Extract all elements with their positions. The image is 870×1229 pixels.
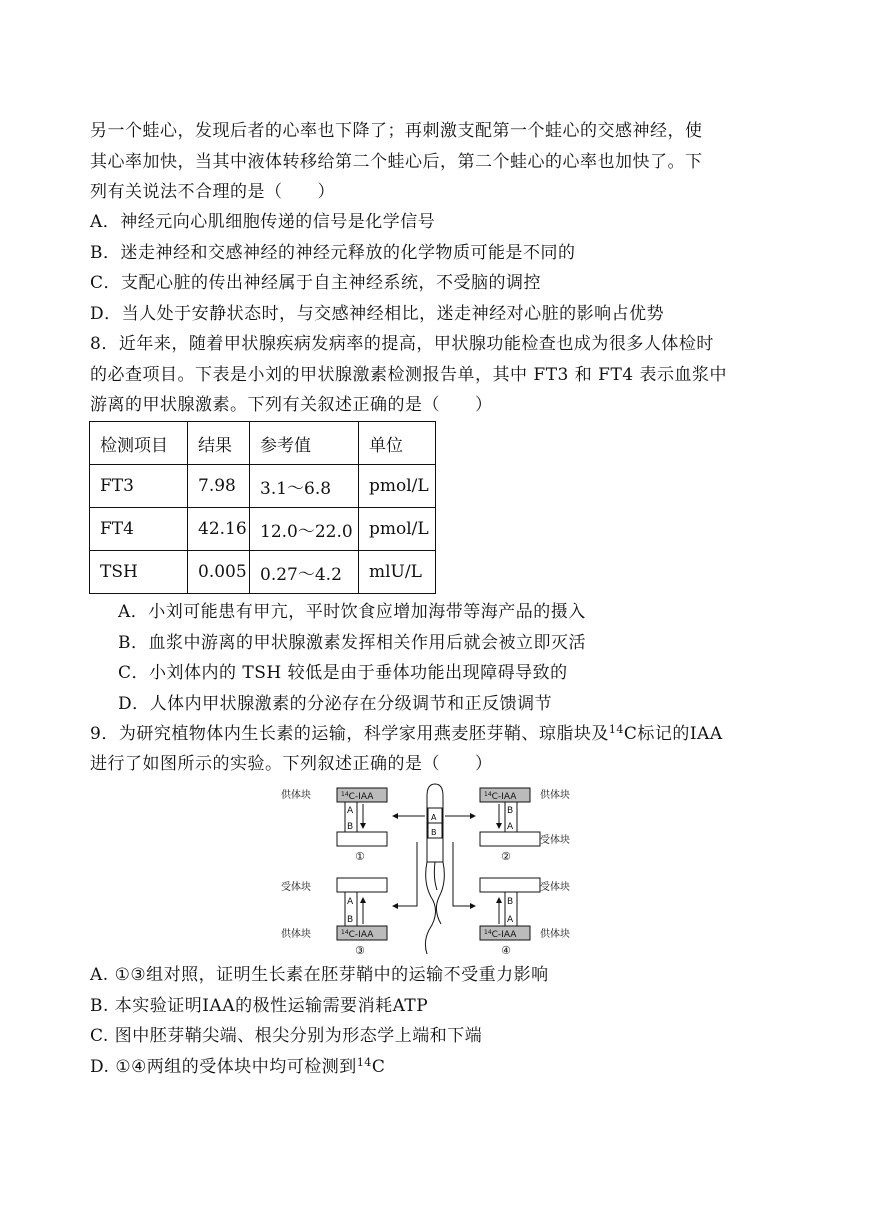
- table-header-cell: 结果: [188, 422, 250, 465]
- seg-a-label: A: [507, 822, 514, 832]
- q9-stem-line-2: 进行了如图所示的实验。下列叙述正确的是（ ）: [90, 754, 493, 774]
- seedling: [425, 784, 444, 954]
- table-cell: mlU/L: [359, 551, 436, 594]
- seg-b-label: B: [431, 828, 437, 837]
- q9-option-c: C. 图中胚芽鞘尖端、根尖分别为形态学上端和下端: [90, 1026, 483, 1046]
- table-cell: TSH: [90, 551, 188, 594]
- seg-a-label: A: [347, 897, 354, 907]
- q9-option-a: A. ①③组对照，证明生长素在胚芽鞘中的运输不受重力影响: [90, 965, 549, 985]
- receiver-block: [337, 878, 387, 892]
- q8-stem-line-2: 的必查项目。下表是小刘的甲状腺激素检测报告单，其中 FT3 和 FT4 表示血浆中: [90, 365, 728, 385]
- table-cell: 42.16: [188, 508, 250, 551]
- table-cell: 0.005: [188, 551, 250, 594]
- seg-a-label: A: [347, 806, 354, 816]
- q8-option-a: A．小刘可能患有甲亢，平时饮食应增加海带等海产品的摄入: [118, 602, 586, 622]
- table-cell: pmol/L: [359, 465, 436, 508]
- donor-label: 供体块: [540, 929, 570, 940]
- seg-b-label: B: [507, 806, 514, 816]
- q8-option-c: C．小刘体内的 TSH 较低是由于垂体功能出现障碍导致的: [118, 663, 568, 683]
- q7-stem-line-3: 列有关说法不合理的是（ ）: [90, 182, 335, 202]
- receiver-block: [480, 832, 540, 846]
- group-label: ①: [355, 850, 365, 863]
- iaa-transport-diagram: [275, 782, 595, 962]
- q8-option-d: D．人体内甲状腺激素的分泌存在分级调节和正反馈调节: [118, 694, 553, 714]
- group-label: ④: [501, 944, 511, 957]
- q7-option-a: A．神经元向心肌细胞传递的信号是化学信号: [90, 212, 436, 232]
- table-cell: 7.98: [188, 465, 250, 508]
- q7-option-c: C．支配心脏的传出神经属于自主神经系统，不受脑的调控: [90, 273, 542, 293]
- hormone-report-table: [89, 421, 436, 594]
- q8-stem-line-3: 游离的甲状腺激素。下列有关叙述正确的是（ ）: [90, 395, 493, 415]
- table-cell: pmol/L: [359, 508, 436, 551]
- seg-a-label: A: [431, 813, 437, 822]
- iaa-label: $^{14}$C-IAA: [341, 791, 374, 802]
- table-cell: 0.27～4.2: [250, 551, 359, 594]
- table-row: [90, 508, 436, 551]
- q8-option-b: B．血浆中游离的甲状腺激素发挥相关作用后就会被立即灭活: [118, 633, 586, 653]
- table-row: [90, 551, 436, 594]
- table-cell: FT4: [90, 508, 188, 551]
- q7-stem-line-2: 其心率加快，当其中液体转移给第二个蛙心后，第二个蛙心的心率也加快了。下: [90, 152, 703, 172]
- q7-option-b: B．迷走神经和交感神经的神经元释放的化学物质可能是不同的: [90, 243, 576, 263]
- q9-option-b: B. 本实验证明IAA的极性运输需要消耗ATP: [90, 996, 429, 1016]
- q9-stem-line-1: 9．为研究植物体内生长素的运输，科学家用燕麦胚芽鞘、琼脂块及$^{14}$C标记的IAA: [90, 723, 723, 744]
- receiver-label: 受体块: [540, 835, 570, 846]
- receiver-label: 受体块: [281, 882, 311, 893]
- iaa-label: $^{14}$C-IAA: [484, 791, 517, 802]
- q9-option-d: D. ①④两组的受体块中均可检测到$^{14}$C: [90, 1056, 386, 1077]
- q7-option-d: D．当人处于安静状态时，与交感神经相比，迷走神经对心脏的影响占优势: [90, 304, 665, 324]
- table-cell: FT3: [90, 465, 188, 508]
- receiver-label: 受体块: [540, 882, 570, 893]
- donor-label: 供体块: [281, 790, 311, 801]
- iaa-label: $^{14}$C-IAA: [341, 929, 374, 940]
- table-cell: 3.1～6.8: [250, 465, 359, 508]
- seg-a-label: A: [507, 915, 514, 925]
- receiver-block: [480, 878, 540, 892]
- table-header-row: [90, 422, 436, 465]
- seg-b-label: B: [507, 897, 514, 907]
- table-header-cell: 参考值: [250, 422, 359, 465]
- group-label: ③: [355, 944, 365, 957]
- iaa-label: $^{14}$C-IAA: [484, 929, 517, 940]
- seg-b-label: B: [347, 915, 354, 925]
- q8-stem-line-1: 8．近年来，随着甲状腺疾病发病率的提高，甲状腺功能检查也成为很多人体检时: [90, 334, 714, 354]
- table-cell: 12.0～22.0: [250, 508, 359, 551]
- group-label: ②: [501, 850, 511, 863]
- q7-stem-line-1: 另一个蛙心，发现后者的心率也下降了；再刺激支配第一个蛙心的交感神经，使: [90, 121, 703, 141]
- receiver-block: [337, 832, 387, 846]
- table-header-cell: 单位: [359, 422, 436, 465]
- seg-b-label: B: [347, 822, 354, 832]
- donor-label: 供体块: [281, 929, 311, 940]
- donor-label: 供体块: [540, 790, 570, 801]
- table-row: [90, 465, 436, 508]
- table-header-cell: 检测项目: [90, 422, 188, 465]
